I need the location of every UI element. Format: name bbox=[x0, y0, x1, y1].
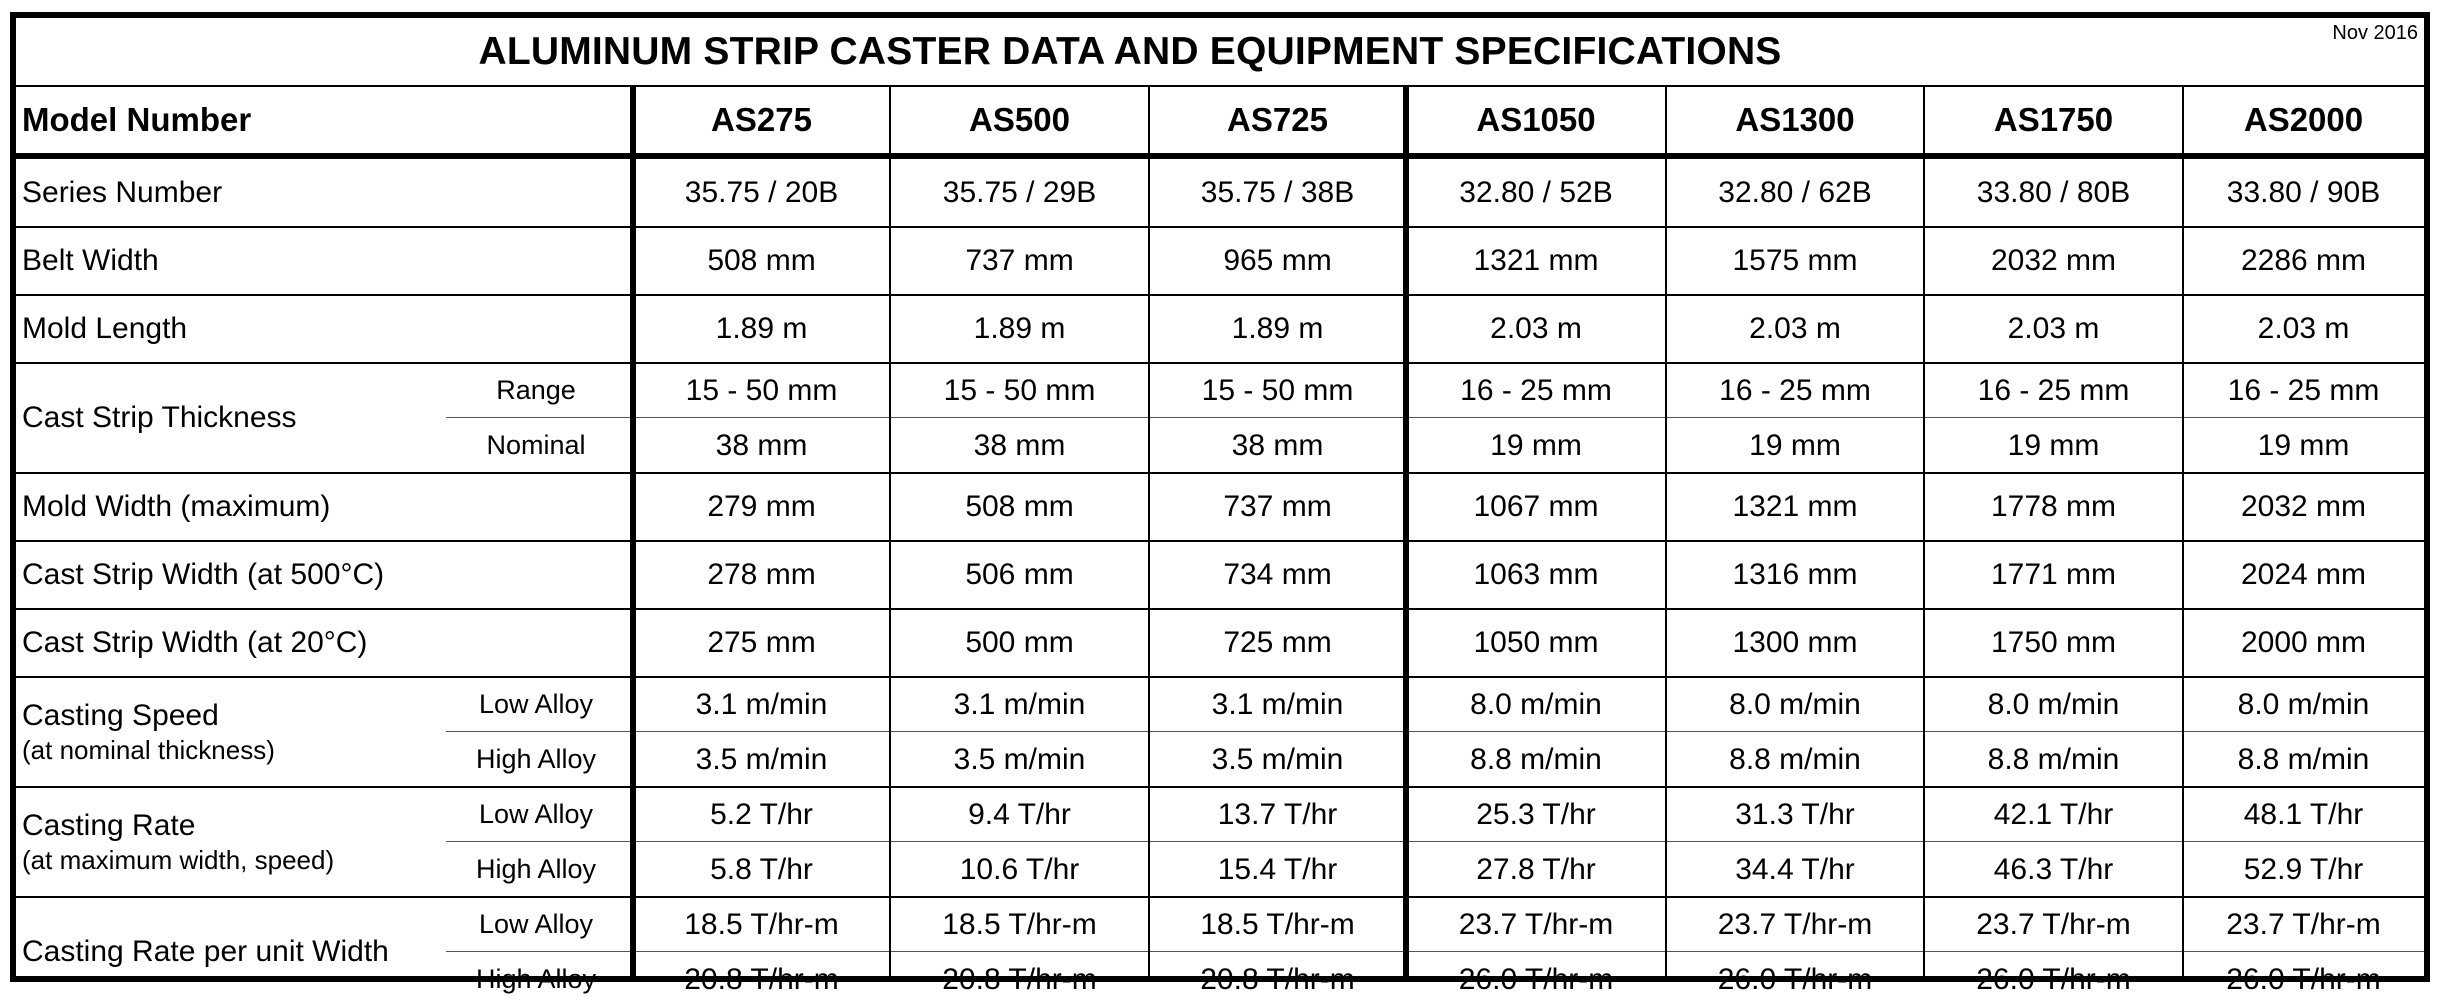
row-label bbox=[22, 609, 622, 677]
row-label-text: Belt Width bbox=[22, 244, 159, 277]
model-header: AS725 bbox=[1227, 100, 1328, 138]
row-label-text: Cast Strip Thickness bbox=[22, 401, 297, 434]
column-divider bbox=[1403, 86, 1409, 976]
value-cell: 32.80 / 52B bbox=[1459, 176, 1613, 209]
value-cell: 8.0 m/min bbox=[2237, 687, 2370, 721]
sub-row-label: Low Alloy bbox=[478, 909, 594, 939]
value-cell: 19 mm bbox=[2257, 428, 2350, 462]
value-cell: 38 mm bbox=[715, 428, 808, 462]
column-divider bbox=[1665, 86, 1667, 976]
value-cell: 1771 mm bbox=[1990, 558, 2117, 591]
column-divider bbox=[1148, 86, 1150, 976]
model-header: AS1750 bbox=[1993, 100, 2114, 138]
value-cell: 8.0 m/min bbox=[1470, 687, 1602, 721]
value-cell: 46.3 T/hr bbox=[1993, 852, 2114, 886]
row-label bbox=[22, 897, 442, 1007]
value-cell: 20.8 T/hr-m bbox=[1200, 962, 1355, 996]
value-cell: 2286 mm bbox=[2240, 244, 2367, 277]
row-label-note: (at maximum width, speed) bbox=[22, 845, 335, 875]
value-cell: 2.03 m bbox=[1749, 312, 1841, 345]
value-cell: 15 - 50 mm bbox=[943, 373, 1096, 407]
row-label bbox=[22, 677, 442, 787]
model-header: AS275 bbox=[711, 100, 812, 138]
value-cell: 26.0 T/hr-m bbox=[1458, 962, 1614, 996]
value-cell: 13.7 T/hr bbox=[1217, 797, 1338, 831]
value-cell: 26.0 T/hr-m bbox=[2226, 962, 2381, 996]
value-cell: 1063 mm bbox=[1473, 558, 1599, 591]
value-cell: 23.7 T/hr-m bbox=[1717, 907, 1873, 941]
column-divider bbox=[2182, 86, 2184, 976]
value-cell: 32.80 / 62B bbox=[1718, 176, 1872, 209]
value-cell: 2.03 m bbox=[1490, 312, 1582, 345]
row-label bbox=[22, 787, 442, 897]
value-cell: 15.4 T/hr bbox=[1217, 852, 1338, 886]
row-label bbox=[22, 227, 622, 295]
row-label-text: Cast Strip Width (at 500°C) bbox=[22, 558, 385, 591]
value-cell: 1.89 m bbox=[715, 312, 808, 345]
value-cell: 500 mm bbox=[965, 626, 1074, 659]
value-cell: 8.0 m/min bbox=[1729, 687, 1861, 721]
value-cell: 33.80 / 80B bbox=[1976, 176, 2131, 209]
row-label-text: Casting Speed bbox=[22, 699, 219, 732]
value-cell: 15 - 50 mm bbox=[685, 373, 838, 407]
value-cell: 52.9 T/hr bbox=[2243, 852, 2364, 886]
column-divider bbox=[889, 86, 891, 976]
spec-table bbox=[10, 12, 2430, 996]
value-cell: 3.1 m/min bbox=[953, 687, 1086, 721]
value-cell: 725 mm bbox=[1223, 626, 1332, 659]
value-cell: 734 mm bbox=[1223, 558, 1332, 591]
value-cell: 508 mm bbox=[965, 490, 1074, 523]
value-cell: 5.2 T/hr bbox=[710, 797, 813, 831]
row-label bbox=[22, 159, 622, 227]
value-cell: 3.1 m/min bbox=[695, 687, 828, 721]
value-cell: 19 mm bbox=[2007, 428, 2100, 462]
value-cell: 8.0 m/min bbox=[1987, 687, 2120, 721]
row-label bbox=[22, 295, 622, 363]
value-cell: 9.4 T/hr bbox=[968, 797, 1071, 831]
revision-date: Nov 2016 bbox=[2332, 22, 2418, 44]
value-cell: 15 - 50 mm bbox=[1201, 373, 1354, 407]
row-label bbox=[22, 363, 442, 473]
value-cell: 1575 mm bbox=[1732, 244, 1858, 277]
value-cell: 23.7 T/hr-m bbox=[1976, 907, 2131, 941]
sub-row-label: Low Alloy bbox=[478, 799, 594, 829]
row-label bbox=[22, 541, 622, 609]
value-cell: 1316 mm bbox=[1732, 558, 1858, 591]
value-cell: 35.75 / 38B bbox=[1200, 176, 1355, 209]
sub-row-label: High Alloy bbox=[475, 964, 597, 994]
sub-row-divider bbox=[446, 731, 2424, 732]
value-cell: 16 - 25 mm bbox=[1460, 373, 1612, 407]
value-cell: 8.8 m/min bbox=[2237, 742, 2370, 776]
sub-row-label: High Alloy bbox=[475, 744, 597, 774]
value-cell: 2.03 m bbox=[2007, 312, 2100, 345]
value-cell: 26.0 T/hr-m bbox=[1717, 962, 1873, 996]
value-cell: 1750 mm bbox=[1990, 626, 2117, 659]
value-cell: 23.7 T/hr-m bbox=[2226, 907, 2381, 941]
value-cell: 275 mm bbox=[707, 626, 816, 659]
row-label-text: Mold Width (maximum) bbox=[22, 490, 331, 523]
row-label bbox=[22, 473, 622, 541]
row-label-text: Casting Rate per unit Width bbox=[22, 935, 389, 968]
sub-row-label: High Alloy bbox=[475, 854, 597, 884]
row-label-note: (at nominal thickness) bbox=[22, 735, 275, 765]
value-cell: 965 mm bbox=[1223, 244, 1332, 277]
model-header: AS500 bbox=[969, 100, 1070, 138]
value-cell: 10.6 T/hr bbox=[959, 852, 1080, 886]
value-cell: 35.75 / 20B bbox=[684, 176, 839, 209]
value-cell: 20.8 T/hr-m bbox=[942, 962, 1097, 996]
value-cell: 3.5 m/min bbox=[695, 742, 828, 776]
value-cell: 33.80 / 90B bbox=[2226, 176, 2381, 209]
value-cell: 18.5 T/hr-m bbox=[942, 907, 1097, 941]
value-cell: 2.03 m bbox=[2257, 312, 2350, 345]
value-cell: 16 - 25 mm bbox=[2227, 373, 2380, 407]
value-cell: 8.8 m/min bbox=[1987, 742, 2120, 776]
value-cell: 18.5 T/hr-m bbox=[684, 907, 839, 941]
value-cell: 508 mm bbox=[707, 244, 816, 277]
value-cell: 35.75 / 29B bbox=[942, 176, 1097, 209]
value-cell: 1.89 m bbox=[1231, 312, 1324, 345]
value-cell: 1067 mm bbox=[1473, 490, 1599, 523]
value-cell: 1321 mm bbox=[1732, 490, 1858, 523]
value-cell: 2032 mm bbox=[1990, 244, 2117, 277]
value-cell: 278 mm bbox=[707, 558, 816, 591]
model-header: AS1300 bbox=[1735, 100, 1855, 138]
sub-row-divider bbox=[446, 951, 2424, 952]
header-label: Model Number bbox=[22, 100, 252, 138]
sub-row-divider bbox=[446, 841, 2424, 842]
value-cell: 8.8 m/min bbox=[1470, 742, 1602, 776]
model-header: AS2000 bbox=[2243, 100, 2364, 138]
value-cell: 8.8 m/min bbox=[1729, 742, 1861, 776]
value-cell: 38 mm bbox=[1231, 428, 1324, 462]
value-cell: 48.1 T/hr bbox=[2243, 797, 2364, 831]
value-cell: 23.7 T/hr-m bbox=[1458, 907, 1614, 941]
value-cell: 16 - 25 mm bbox=[1977, 373, 2130, 407]
value-cell: 2000 mm bbox=[2240, 626, 2367, 659]
value-cell: 19 mm bbox=[1490, 428, 1582, 462]
row-label-text: Casting Rate bbox=[22, 809, 196, 842]
value-cell: 3.5 m/min bbox=[953, 742, 1086, 776]
value-cell: 506 mm bbox=[965, 558, 1074, 591]
value-cell: 3.5 m/min bbox=[1211, 742, 1344, 776]
value-cell: 19 mm bbox=[1749, 428, 1841, 462]
value-cell: 3.1 m/min bbox=[1211, 687, 1344, 721]
value-cell: 38 mm bbox=[973, 428, 1066, 462]
value-cell: 1.89 m bbox=[973, 312, 1066, 345]
value-cell: 34.4 T/hr bbox=[1735, 852, 1855, 886]
model-header: AS1050 bbox=[1476, 100, 1596, 138]
value-cell: 279 mm bbox=[707, 490, 816, 523]
value-cell: 1050 mm bbox=[1473, 626, 1599, 659]
value-cell: 5.8 T/hr bbox=[710, 852, 813, 886]
value-cell: 31.3 T/hr bbox=[1735, 797, 1855, 831]
value-cell: 42.1 T/hr bbox=[1993, 797, 2114, 831]
value-cell: 737 mm bbox=[965, 244, 1074, 277]
value-cell: 25.3 T/hr bbox=[1476, 797, 1596, 831]
column-divider bbox=[630, 86, 636, 976]
value-cell: 20.8 T/hr-m bbox=[684, 962, 839, 996]
value-cell: 27.8 T/hr bbox=[1476, 852, 1596, 886]
value-cell: 2032 mm bbox=[2240, 490, 2367, 523]
row-label-text: Mold Length bbox=[22, 312, 188, 345]
value-cell: 1778 mm bbox=[1990, 490, 2117, 523]
value-cell: 1300 mm bbox=[1732, 626, 1858, 659]
column-divider bbox=[1923, 86, 1925, 976]
value-cell: 16 - 25 mm bbox=[1719, 373, 1871, 407]
page-title: ALUMINUM STRIP CASTER DATA AND EQUIPMENT SPECIFICATIONS bbox=[478, 30, 1782, 73]
sub-row-label: Low Alloy bbox=[478, 689, 594, 719]
value-cell: 2024 mm bbox=[2240, 558, 2367, 591]
value-cell: 18.5 T/hr-m bbox=[1200, 907, 1355, 941]
row-label-text: Series Number bbox=[22, 176, 223, 209]
row-label-text: Cast Strip Width (at 20°C) bbox=[22, 626, 368, 659]
sub-row-label: Range bbox=[496, 375, 576, 405]
value-cell: 26.0 T/hr-m bbox=[1976, 962, 2131, 996]
value-cell: 1321 mm bbox=[1473, 244, 1599, 277]
sub-row-divider bbox=[446, 417, 2424, 418]
sub-row-label: Nominal bbox=[486, 430, 586, 460]
value-cell: 737 mm bbox=[1223, 490, 1332, 523]
